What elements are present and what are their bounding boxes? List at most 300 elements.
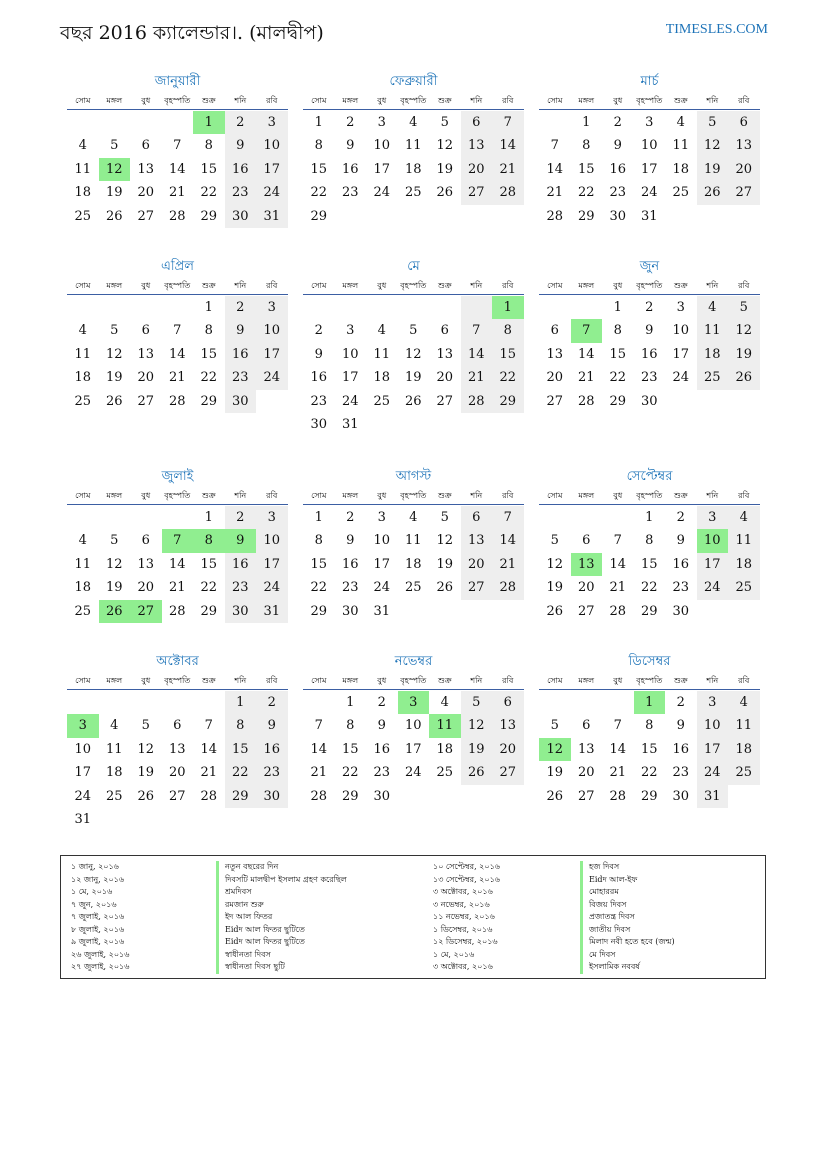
holiday-date: ১৩ সেপ্টেম্বর, ২০১৬ (433, 874, 500, 884)
day-cell: 26 (728, 366, 760, 389)
day-cell: 30 (672, 603, 690, 619)
holiday-date: ২৬ জুলাই, ২০১৬ (71, 949, 130, 959)
empty-day-cell (697, 205, 729, 228)
day-cell: 17 (256, 343, 288, 366)
day-cell: 8 (582, 138, 591, 154)
day-cell: 17 (256, 553, 288, 576)
day-cell: 5 (461, 691, 493, 714)
day-cell: 24 (373, 580, 391, 596)
site-link[interactable]: TIMESLES.COM (665, 22, 768, 37)
day-cell: 11 (74, 161, 92, 177)
day-cell: 12 (461, 714, 493, 737)
day-cell: 9 (225, 319, 257, 342)
holiday-date: ১২ জানু, ২০১৬ (71, 874, 125, 884)
day-cell: 20 (137, 580, 155, 596)
day-cell: 18 (105, 765, 123, 781)
day-cell: 24 (256, 366, 288, 389)
weekday-label: বৃহস্পতি (164, 676, 191, 685)
day-cell: 21 (492, 158, 524, 181)
empty-day-cell (99, 691, 131, 714)
day-cell: 27 (546, 393, 564, 409)
weekday-label: শনি (470, 491, 483, 500)
day-cell: 2 (225, 111, 257, 134)
empty-day-cell (67, 296, 99, 319)
day-cell: 11 (404, 533, 422, 549)
day-cell: 30 (341, 603, 359, 619)
day-cell: 5 (440, 115, 449, 130)
day-cell: 30 (640, 393, 658, 409)
month-name: মার্চ (640, 74, 659, 89)
day-cell: 22 (577, 185, 595, 201)
day-cell: 4 (409, 510, 418, 525)
weekday-label: শুক্র (201, 491, 216, 500)
holiday-name: Eidদ আল ফিতর ছুটিতে (216, 924, 347, 937)
weekday-label: শুক্র (673, 281, 688, 290)
day-cell: 16 (225, 553, 257, 576)
empty-day-cell (335, 296, 367, 319)
day-cell: 28 (609, 788, 627, 804)
weekday-label: রবি (266, 491, 278, 500)
day-cell: 7 (492, 506, 524, 529)
day-cell: 8 (492, 319, 524, 342)
day-cell: 28 (492, 576, 524, 599)
empty-day-cell (162, 691, 194, 714)
weekday-header (303, 673, 524, 690)
holiday-name: নতুন বছরের দিন (216, 861, 347, 874)
weekday-label: বৃহস্পতি (164, 96, 191, 105)
weekday-header (539, 93, 760, 110)
weekday-label: সোম (311, 96, 327, 105)
day-cell: 6 (141, 533, 150, 549)
day-cell: 12 (697, 134, 729, 157)
month-calendar (67, 73, 288, 228)
empty-day-cell (429, 413, 461, 436)
day-cell: 24 (74, 788, 92, 804)
day-cell: 29 (341, 788, 359, 804)
weekday-label: বুধ (141, 281, 151, 290)
month-name: নভেম্বর (394, 654, 433, 669)
empty-day-cell (539, 691, 571, 714)
empty-day-cell (67, 506, 99, 529)
day-cell: 14 (168, 161, 186, 177)
empty-day-cell (602, 691, 634, 714)
day-cell: 4 (676, 115, 685, 130)
holiday-name: স্বাধীনতা দিবস ছুটি (216, 961, 347, 974)
weekday-label: শনি (706, 491, 719, 500)
empty-day-cell (303, 691, 335, 714)
weekday-label: শুক্র (673, 96, 688, 105)
day-cell: 1 (613, 300, 622, 315)
weekday-header (67, 488, 288, 505)
day-cell: 31 (341, 416, 359, 432)
day-cell: 2 (377, 695, 386, 710)
empty-day-cell (728, 600, 760, 623)
day-cell: 17 (341, 370, 359, 386)
weekday-label: বুধ (377, 96, 387, 105)
day-cell: 15 (577, 161, 595, 177)
day-cell: 13 (728, 134, 760, 157)
day-cell: 30 (373, 788, 391, 804)
day-cell: 23 (373, 765, 391, 781)
weekday-label: সোম (547, 491, 563, 500)
day-cell: 7 (613, 533, 622, 549)
day-grid (539, 691, 760, 808)
holiday-date: ২৭ জুলাই, ২০১৬ (71, 962, 130, 971)
weekday-label: শনি (234, 281, 247, 290)
weekday-label: বুধ (141, 491, 151, 500)
day-cell: 15 (492, 343, 524, 366)
day-cell: 26 (404, 393, 422, 409)
day-cell: 13 (461, 134, 493, 157)
day-cell: 11 (74, 346, 92, 362)
empty-day-cell (398, 205, 430, 228)
weekday-label: বুধ (613, 676, 623, 685)
day-cell: 30 (225, 390, 257, 413)
weekday-label: মঙ্গল (342, 281, 359, 290)
weekday-label: বৃহস্পতি (636, 96, 663, 105)
day-cell: 11 (74, 556, 92, 572)
weekday-label: সোম (547, 96, 563, 105)
day-cell: 14 (609, 741, 627, 757)
empty-day-cell (130, 506, 162, 529)
day-cell: 2 (225, 296, 257, 319)
day-cell: 29 (200, 208, 218, 224)
day-cell: 14 (168, 556, 186, 572)
day-cell: 30 (310, 416, 328, 432)
empty-day-cell (429, 296, 461, 319)
empty-day-cell (461, 296, 493, 319)
day-cell: 1 (193, 111, 225, 134)
day-cell: 14 (310, 741, 328, 757)
empty-day-cell (225, 808, 257, 831)
weekday-label: রবি (738, 281, 750, 290)
month-name: জুন (639, 259, 660, 274)
day-cell: 10 (697, 529, 729, 552)
day-cell: 25 (436, 765, 454, 781)
weekday-label: বুধ (613, 96, 623, 105)
day-cell: 4 (728, 506, 760, 529)
empty-day-cell (398, 296, 430, 319)
weekday-label: মঙ্গল (342, 96, 359, 105)
day-cell: 27 (461, 576, 493, 599)
day-cell: 20 (546, 370, 564, 386)
empty-day-cell (130, 808, 162, 831)
day-cell: 17 (373, 161, 391, 177)
empty-day-cell (99, 808, 131, 831)
empty-day-cell (366, 205, 398, 228)
day-cell: 8 (645, 718, 654, 734)
day-grid (539, 506, 760, 623)
day-cell: 1 (225, 691, 257, 714)
empty-day-cell (728, 205, 760, 228)
day-cell: 22 (200, 370, 218, 386)
day-cell: 18 (728, 738, 760, 761)
day-cell: 11 (672, 138, 690, 154)
day-cell: 15 (200, 346, 218, 362)
day-cell: 22 (225, 761, 257, 784)
holiday-name: দিবসটি মালদ্বীপ ইসলাম গ্রহণ করেছিল (216, 874, 347, 887)
day-cell: 6 (550, 323, 559, 339)
day-grid (67, 691, 288, 831)
day-cell: 9 (346, 138, 355, 154)
empty-day-cell (130, 111, 162, 134)
weekday-label: রবি (502, 96, 514, 105)
weekday-label: রবি (502, 281, 514, 290)
day-cell: 12 (436, 533, 454, 549)
day-cell: 28 (546, 208, 564, 224)
empty-day-cell (429, 600, 461, 623)
weekday-label: শুক্র (673, 676, 688, 685)
day-cell: 16 (225, 158, 257, 181)
day-cell: 11 (404, 138, 422, 154)
weekday-header (67, 673, 288, 690)
weekday-header (303, 93, 524, 110)
day-cell: 29 (609, 393, 627, 409)
day-cell: 19 (697, 158, 729, 181)
day-cell: 18 (74, 185, 92, 201)
holiday-dates-col-1 (71, 861, 129, 974)
day-cell: 8 (204, 323, 213, 339)
weekday-label: বুধ (377, 676, 387, 685)
day-cell: 9 (256, 714, 288, 737)
day-cell: 8 (613, 323, 622, 339)
day-cell: 23 (341, 185, 359, 201)
day-cell: 20 (137, 185, 155, 201)
day-cell: 15 (640, 741, 658, 757)
day-cell: 4 (78, 138, 87, 154)
holiday-date: ৮ জুলাই, ২০১৬ (71, 924, 125, 934)
weekday-label: বৃহস্পতি (636, 281, 663, 290)
weekday-label: শনি (470, 281, 483, 290)
weekday-label: মঙ্গল (106, 96, 123, 105)
day-cell: 10 (373, 138, 391, 154)
day-cell: 24 (697, 761, 729, 784)
day-cell: 12 (404, 346, 422, 362)
day-cell: 19 (461, 738, 493, 761)
day-cell: 8 (193, 529, 225, 552)
day-cell: 8 (225, 714, 257, 737)
weekday-label: বুধ (377, 491, 387, 500)
day-cell: 2 (256, 691, 288, 714)
month-calendar (539, 73, 760, 228)
day-cell: 23 (310, 393, 328, 409)
day-cell: 21 (168, 185, 186, 201)
weekday-header (303, 278, 524, 295)
day-cell: 13 (137, 556, 155, 572)
holiday-names-col-2 (580, 861, 675, 974)
holiday-name: প্রজাতন্ত্র দিবস (580, 911, 675, 924)
empty-day-cell (429, 205, 461, 228)
weekday-label: মঙ্গল (578, 96, 595, 105)
weekday-label: বৃহস্পতি (400, 281, 427, 290)
weekday-label: শুক্র (437, 676, 452, 685)
day-cell: 24 (341, 393, 359, 409)
day-cell: 5 (728, 296, 760, 319)
day-cell: 2 (613, 115, 622, 130)
day-cell: 19 (436, 161, 454, 177)
day-cell: 1 (204, 510, 213, 525)
day-cell: 1 (314, 510, 323, 525)
day-cell: 15 (310, 556, 328, 572)
day-cell: 20 (168, 765, 186, 781)
day-cell: 3 (377, 510, 386, 525)
weekday-label: বৃহস্পতি (636, 676, 663, 685)
day-cell: 17 (697, 738, 729, 761)
month-calendar (303, 73, 524, 228)
month-calendar (67, 653, 288, 831)
day-cell: 23 (225, 366, 257, 389)
holiday-date: ১১ নভেম্বর, ২০১৬ (433, 912, 495, 921)
day-cell: 6 (461, 506, 493, 529)
day-cell: 28 (492, 181, 524, 204)
empty-day-cell (728, 390, 760, 413)
weekday-label: সোম (311, 281, 327, 290)
day-cell: 31 (640, 208, 658, 224)
day-cell: 27 (436, 393, 454, 409)
month-calendar (303, 468, 524, 623)
day-cell: 12 (99, 158, 131, 181)
empty-day-cell (665, 390, 697, 413)
day-cell: 29 (577, 208, 595, 224)
day-cell: 5 (110, 533, 119, 549)
weekday-label: সোম (311, 491, 327, 500)
day-cell: 31 (256, 205, 288, 228)
day-cell: 6 (173, 718, 182, 734)
weekday-label: সোম (75, 96, 91, 105)
month-name: মে (407, 259, 420, 274)
day-cell: 17 (640, 161, 658, 177)
day-cell: 3 (645, 115, 654, 130)
day-cell: 27 (461, 181, 493, 204)
day-cell: 28 (200, 788, 218, 804)
day-cell: 21 (609, 765, 627, 781)
day-cell: 7 (461, 319, 493, 342)
weekday-header (303, 488, 524, 505)
day-cell: 19 (404, 370, 422, 386)
day-cell: 28 (168, 393, 186, 409)
day-cell: 20 (461, 158, 493, 181)
day-cell: 29 (640, 788, 658, 804)
day-cell: 8 (645, 533, 654, 549)
empty-day-cell (571, 691, 603, 714)
holiday-name: জাতীয় দিবস (580, 924, 675, 937)
day-cell: 31 (697, 785, 729, 808)
day-cell: 24 (256, 181, 288, 204)
day-cell: 3 (346, 323, 355, 339)
day-cell: 19 (137, 765, 155, 781)
empty-day-cell (99, 111, 131, 134)
day-cell: 25 (404, 580, 422, 596)
day-cell: 28 (310, 788, 328, 804)
day-cell: 28 (609, 603, 627, 619)
holiday-dates-col-2 (433, 861, 500, 974)
day-cell: 25 (105, 788, 123, 804)
month-name: ফেব্রুয়ারী (389, 74, 438, 89)
day-grid (539, 296, 760, 413)
empty-day-cell (398, 785, 430, 808)
day-cell: 9 (346, 533, 355, 549)
day-cell: 19 (546, 580, 564, 596)
day-cell: 25 (74, 208, 92, 224)
day-cell: 18 (373, 370, 391, 386)
day-grid (303, 691, 524, 808)
day-cell: 25 (728, 761, 760, 784)
holiday-name: ইদ আল ফিতর (216, 911, 347, 924)
day-cell: 26 (697, 181, 729, 204)
day-cell: 6 (728, 111, 760, 134)
weekday-label: মঙ্গল (578, 491, 595, 500)
day-cell: 4 (440, 695, 449, 710)
day-cell: 13 (492, 714, 524, 737)
day-cell: 2 (645, 300, 654, 315)
day-cell: 12 (137, 741, 155, 757)
day-cell: 21 (310, 765, 328, 781)
weekday-label: মঙ্গল (106, 676, 123, 685)
holiday-date: ৩ অক্টোবর, ২০১৬ (433, 962, 493, 971)
empty-day-cell (697, 390, 729, 413)
day-cell: 4 (377, 323, 386, 339)
day-cell: 12 (105, 556, 123, 572)
weekday-label: সোম (311, 676, 327, 685)
day-cell: 7 (204, 718, 213, 734)
day-cell: 5 (550, 533, 559, 549)
day-cell: 15 (200, 556, 218, 572)
day-cell: 9 (377, 718, 386, 734)
day-cell: 3 (67, 714, 99, 737)
empty-day-cell (193, 808, 225, 831)
day-cell: 3 (697, 506, 729, 529)
holiday-name: ইসলামিক নববর্ষ (580, 961, 675, 974)
holiday-date: ৩ নভেম্বর, ২০১৬ (433, 899, 490, 909)
day-cell: 16 (256, 738, 288, 761)
day-cell: 16 (640, 346, 658, 362)
weekday-label: সোম (75, 676, 91, 685)
weekday-label: শনি (234, 676, 247, 685)
day-cell: 14 (492, 529, 524, 552)
weekday-label: রবি (502, 491, 514, 500)
day-cell: 18 (697, 343, 729, 366)
weekday-label: রবি (738, 676, 750, 685)
day-cell: 11 (105, 741, 123, 757)
day-cell: 27 (130, 600, 162, 623)
day-cell: 8 (204, 138, 213, 154)
weekday-label: শুক্র (673, 491, 688, 500)
day-cell: 18 (404, 161, 422, 177)
weekday-label: বুধ (141, 676, 151, 685)
day-cell: 16 (341, 161, 359, 177)
day-cell: 26 (546, 788, 564, 804)
holiday-name: মিলাদ নবী হতে হবে (জন্ম) (580, 936, 675, 949)
day-cell: 29 (200, 393, 218, 409)
empty-day-cell (461, 413, 493, 436)
weekday-header (67, 93, 288, 110)
day-cell: 23 (640, 370, 658, 386)
day-cell: 16 (609, 161, 627, 177)
weekday-label: বৃহস্পতি (400, 676, 427, 685)
day-cell: 2 (225, 506, 257, 529)
holiday-name: হজ দিবস (580, 861, 675, 874)
holiday-date: ৩ অক্টোবর, ২০১৬ (433, 887, 493, 896)
day-cell: 14 (461, 343, 493, 366)
day-cell: 17 (697, 553, 729, 576)
day-cell: 16 (310, 370, 328, 386)
day-cell: 10 (640, 138, 658, 154)
holiday-name: মোহাররম (580, 886, 675, 899)
day-cell: 11 (697, 319, 729, 342)
weekday-label: শুক্র (437, 281, 452, 290)
day-cell: 18 (74, 580, 92, 596)
day-cell: 14 (200, 741, 218, 757)
